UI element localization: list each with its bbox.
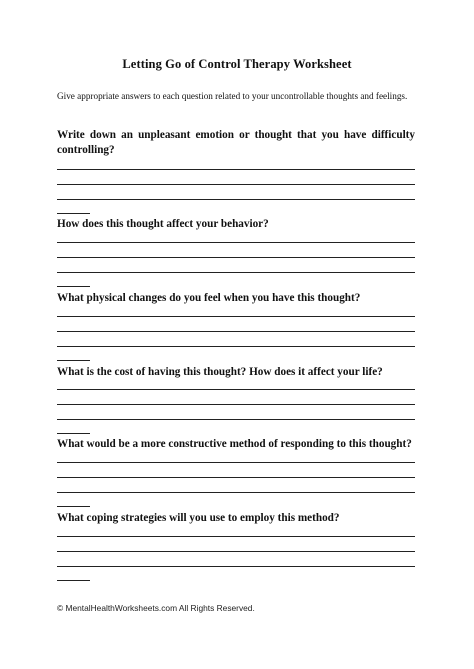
answer-line[interactable] xyxy=(57,492,415,493)
instructions-text: Give appropriate answers to each question related to your uncontrollable thoughts and feelings. xyxy=(57,91,408,101)
question-text: Write down an unpleasant emotion or thought that you have difficulty controlling? xyxy=(57,129,415,156)
answer-line[interactable] xyxy=(57,331,415,332)
question-section-3 xyxy=(57,291,415,306)
answer-line[interactable] xyxy=(57,551,415,552)
answer-line[interactable] xyxy=(57,536,415,537)
question-section-6 xyxy=(57,511,415,526)
answer-line-short[interactable] xyxy=(57,286,90,287)
answer-line[interactable] xyxy=(57,346,415,347)
answer-line[interactable] xyxy=(57,169,415,170)
question-section-4 xyxy=(57,365,415,380)
question-text: What would be a more constructive method of responding to this thought? xyxy=(57,438,412,450)
answer-line[interactable] xyxy=(57,199,415,200)
answer-line-short[interactable] xyxy=(57,580,90,581)
page-title: Letting Go of Control Therapy Worksheet xyxy=(122,57,352,71)
answer-line-short[interactable] xyxy=(57,213,90,214)
answer-line[interactable] xyxy=(57,404,415,405)
question-text: How does this thought affect your behavior? xyxy=(57,218,269,230)
answer-line[interactable] xyxy=(57,184,415,185)
question-section-5 xyxy=(57,437,415,452)
question-text: What physical changes do you feel when you have this thought? xyxy=(57,292,361,304)
question-text: What coping strategies will you use to employ this method? xyxy=(57,512,340,524)
answer-line-short[interactable] xyxy=(57,506,90,507)
answer-line[interactable] xyxy=(57,389,415,390)
copyright-footer: © MentalHealthWorksheets.com All Rights Reserved. xyxy=(57,603,255,613)
question-section-2 xyxy=(57,217,415,232)
question-section-1 xyxy=(57,128,415,158)
answer-line[interactable] xyxy=(57,257,415,258)
answer-line[interactable] xyxy=(57,419,415,420)
answer-line[interactable] xyxy=(57,477,415,478)
answer-line[interactable] xyxy=(57,272,415,273)
answer-line-short[interactable] xyxy=(57,360,90,361)
answer-line[interactable] xyxy=(57,462,415,463)
answer-line[interactable] xyxy=(57,242,415,243)
answer-line[interactable] xyxy=(57,316,415,317)
question-text: What is the cost of having this thought? How does it affect your life? xyxy=(57,366,383,378)
answer-line[interactable] xyxy=(57,566,415,567)
answer-line-short[interactable] xyxy=(57,433,90,434)
